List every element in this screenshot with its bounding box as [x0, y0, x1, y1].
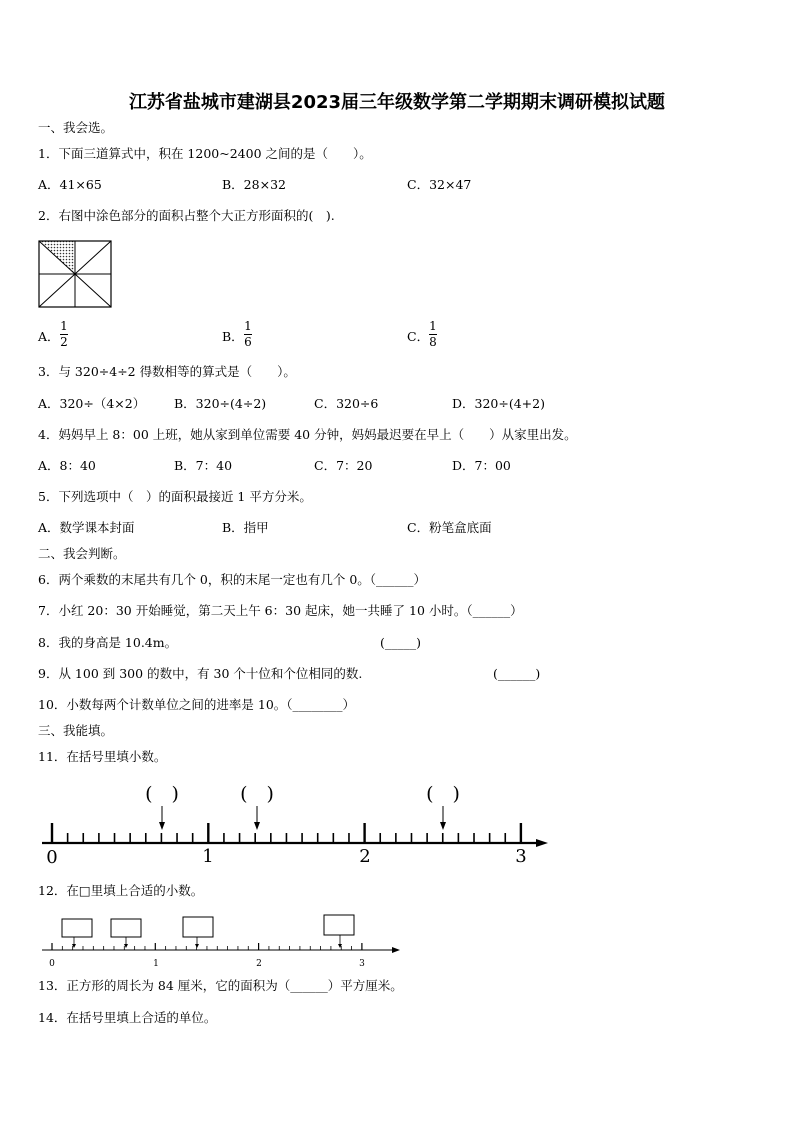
numerator: 1 [429, 319, 437, 333]
question-2-option-b-fraction [244, 320, 252, 349]
question-2-stem: 2．右图中涂色部分的面积占整个大正方形面积的( ). [38, 208, 335, 223]
question-8-answer-blank[interactable]: (_____) [380, 635, 422, 650]
question-1-option-a: A．41×65 [38, 177, 102, 192]
question-9-stem: 9．从 100 到 300 的数中，有 30 个十位和个位相同的数. [38, 666, 363, 681]
axis-arrow [392, 947, 400, 953]
question-1-option-c: C．32×47 [407, 177, 472, 192]
numerator: 1 [244, 319, 252, 333]
axis-arrow [536, 839, 548, 847]
question-5-option-a: A．数学课本封面 [38, 520, 135, 535]
tick-label-3: 3 [515, 846, 527, 867]
question-1-option-b: B．28×32 [222, 177, 286, 192]
question-2-option-b-label: B． [222, 329, 244, 344]
question-6-stem: 6．两个乘数的末尾共有几个 0，积的末尾一定也有几个 0。（______） [38, 572, 427, 587]
number-line-q11 [38, 780, 558, 870]
section-heading-fill: 三、我能填。 [38, 723, 114, 738]
paren-blank-2[interactable]: ( ) [240, 783, 274, 805]
question-2-option-a-fraction [60, 320, 68, 349]
question-9-answer-blank[interactable]: (______) [493, 666, 541, 681]
question-4-option-d: D．7：00 [452, 458, 511, 473]
paren-blank-3[interactable]: ( ) [426, 783, 460, 805]
tick-label-1: 1 [153, 959, 159, 969]
denominator: 8 [429, 335, 437, 349]
numerator: 1 [60, 319, 68, 333]
tick-label-3: 3 [359, 959, 365, 969]
question-5-option-b: B．指甲 [222, 520, 269, 535]
question-2-option-c-fraction [429, 320, 437, 349]
question-13-stem: 13．正方形的周长为 84 厘米，它的面积为（______）平方厘米。 [38, 978, 403, 993]
pointer-arrow-head [254, 822, 260, 830]
pointer-arrow-head [440, 822, 446, 830]
shaded-square-figure [38, 240, 112, 308]
denominator: 2 [60, 335, 68, 349]
question-12-stem: 12．在□里填上合适的小数。 [38, 883, 204, 898]
answer-box [62, 919, 92, 937]
question-4-option-a: A．8：40 [38, 458, 96, 473]
question-5-option-c: C．粉笔盒底面 [407, 520, 492, 535]
question-4-option-b: B．7：40 [174, 458, 233, 473]
section-heading-choose: 一、我会选。 [38, 120, 114, 135]
number-line-q12 [38, 912, 408, 972]
section-heading-judge: 二、我会判断。 [38, 546, 126, 561]
question-4-stem: 4．妈妈早上 8：00 上班，她从家到单位需要 40 分钟，妈妈最迟要在早上（ ）从家里出发。 [38, 427, 577, 442]
question-14-stem: 14．在括号里填上合适的单位。 [38, 1010, 217, 1025]
tick-label-0: 0 [49, 959, 55, 969]
answer-box [111, 919, 141, 937]
question-3-option-c: C．320÷6 [314, 396, 379, 411]
tick-label-2: 2 [256, 959, 262, 969]
question-2-option-c-label: C． [407, 329, 430, 344]
answer-box [183, 917, 213, 937]
page-title: 江苏省盐城市建湖县2023届三年级数学第二学期期末调研模拟试题 [128, 92, 666, 113]
paren-blank-1[interactable]: ( ) [145, 783, 179, 805]
question-5-stem: 5．下列选项中（ ）的面积最接近 1 平方分米。 [38, 489, 312, 504]
answer-box [324, 915, 354, 935]
tick-label-0: 0 [46, 847, 58, 868]
question-2-option-a-label: A． [38, 329, 60, 344]
question-11-stem: 11．在括号里填小数。 [38, 749, 167, 764]
question-3-option-a: A．320÷（4×2） [38, 396, 146, 411]
question-3-stem: 3．与 320÷4÷2 得数相等的算式是（ ）。 [38, 364, 296, 379]
question-8-stem: 8．我的身高是 10.4m。 [38, 635, 178, 650]
pointer-arrow-head [195, 944, 199, 948]
pointer-arrow-head [159, 822, 165, 830]
question-7-stem: 7．小红 20：30 开始睡觉，第二天上午 6：30 起床，她一共睡了 10 小时。（______） [38, 603, 523, 618]
question-4-option-c: C．7：20 [314, 458, 373, 473]
tick-label-1: 1 [202, 846, 214, 867]
question-3-option-d: D．320÷(4+2) [452, 396, 545, 411]
question-10-stem: 10．小数每两个计数单位之间的进率是 10。（________） [38, 697, 356, 712]
question-1-stem: 1．下面三道算式中，积在 1200~2400 之间的是（ ）。 [38, 146, 372, 161]
tick-label-2: 2 [359, 846, 371, 867]
denominator: 6 [244, 335, 252, 349]
question-3-option-b: B．320÷(4÷2) [174, 396, 267, 411]
